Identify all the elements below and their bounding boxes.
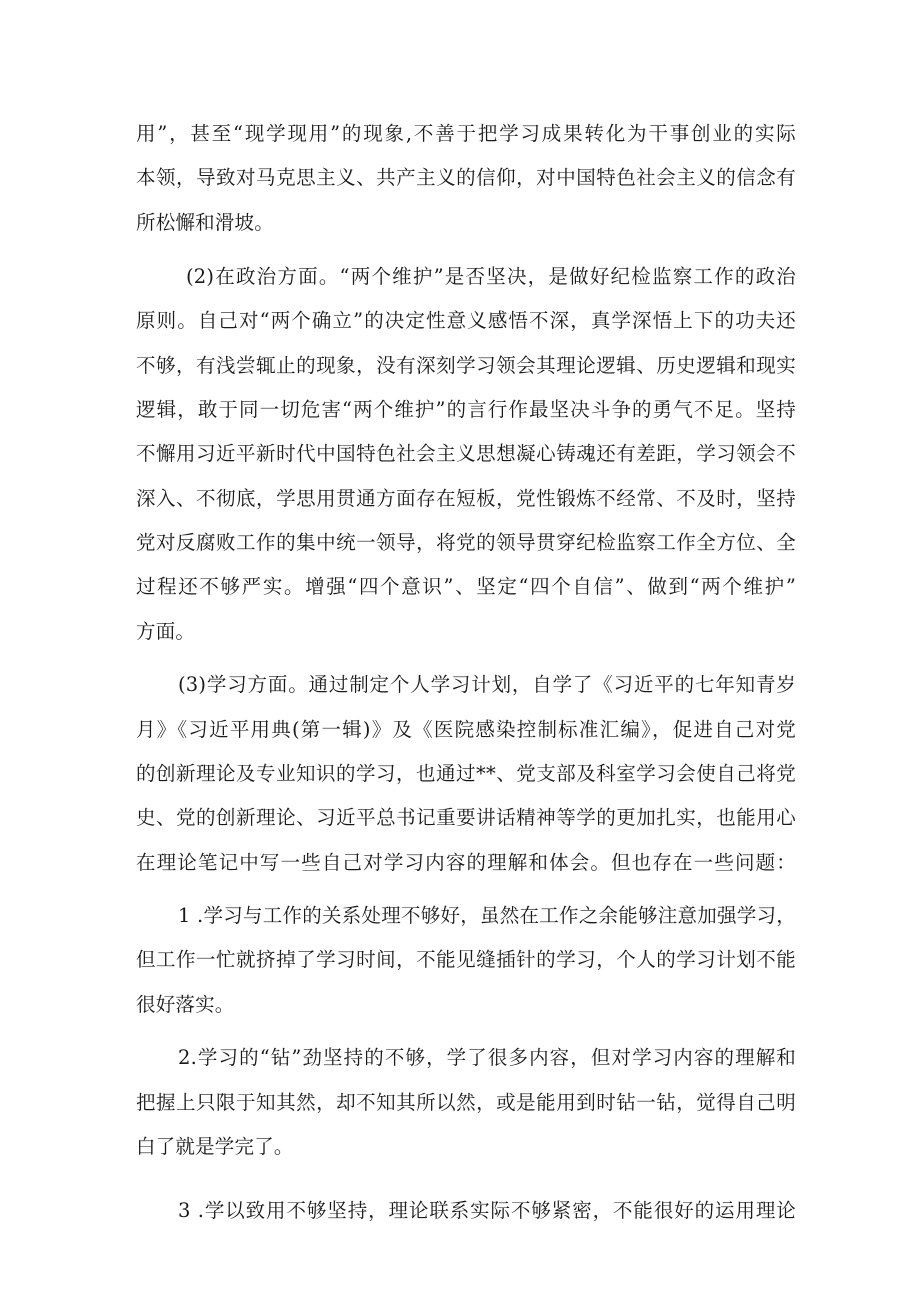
paragraph-1-line-2: 本领，导致对马克思主义、共产主义的信仰，对中国特色社会主义的信念有 (136, 166, 796, 189)
paragraph-2-line-5: 不懈用习近平新时代中国特色社会主义思想凝心铸魂还有差距，学习领会不 (136, 442, 796, 465)
paragraph-2-line-3: 不够，有浅尝辄止的现象，没有深刻学习领会其理论逻辑、历史逻辑和现实 (136, 354, 796, 377)
item-3-line-1: 3 .学以致用不够坚持，理论联系实际不够紧密，不能很好的运用理论 (178, 1199, 796, 1222)
paragraph-2-line-8: 过程还不够严实。增强“四个意识”、坚定“四个自信”、做到“两个维护” (136, 575, 796, 598)
paragraph-1-line-3: 所松懈和滑坡。 (136, 211, 274, 234)
paragraph-2-line-6: 深入、不彻底，学思用贯通方面存在短板，党性锻炼不经常、不及时，坚持 (136, 487, 796, 510)
paragraph-3-line-3: 的创新理论及专业知识的学习，也通过**、党支部及科室学习会使自己将党 (136, 762, 796, 785)
paragraph-3-line-5: 在理论笔记中写一些自己对学习内容的理解和体会。但也存在一些问题： (136, 851, 796, 874)
paragraph-2-line-7: 党对反腐败工作的集中统一领导，将党的领导贯穿纪检监察工作全方位、全 (136, 531, 796, 554)
item-2-line-1: 2.学习的“钻”劲坚持的不够，学了很多内容，但对学习内容的理解和 (178, 1046, 796, 1069)
paragraph-1-line-1: 用”，甚至“现学现用”的现象,不善于把学习成果转化为干事创业的实际 (136, 122, 796, 145)
paragraph-2-line-2: 原则。自己对“两个确立”的决定性意义感悟不深，真学深悟上下的功夫还 (136, 309, 796, 332)
item-1-line-1: 1 .学习与工作的关系处理不够好，虽然在工作之余能够注意加强学习， (178, 904, 796, 927)
item-1-line-2: 但工作一忙就挤掉了学习时间，不能见缝插针的学习，个人的学习计划不能 (136, 948, 796, 971)
item-2-line-2: 把握上只限于知其然，却不知其所以然，或是能用到时钻一钻，觉得自己明 (136, 1091, 796, 1114)
paragraph-3-line-2: 月》《习近平用典(第一辑)》及《医院感染控制标准汇编》，促进自己对党 (136, 718, 796, 741)
paragraph-2-line-1: (2)在政治方面。“两个维护”是否坚决，是做好纪检监察工作的政治 (186, 265, 796, 288)
item-2-line-3: 白了就是学完了。 (136, 1135, 294, 1158)
paragraph-3-line-1: (3)学习方面。通过制定个人学习计划，自学了《习近平的七年知青岁 (178, 673, 796, 696)
item-1-line-3: 很好落实。 (136, 993, 235, 1016)
paragraph-2-line-9: 方面。 (136, 620, 196, 643)
paragraph-3-line-4: 史、党的创新理论、习近平总书记重要讲话精神等学的更加扎实，也能用心 (136, 806, 796, 829)
paragraph-2-line-4: 逻辑，敢于同一切危害“两个维护”的言行作最坚决斗争的勇气不足。坚持 (136, 398, 796, 421)
